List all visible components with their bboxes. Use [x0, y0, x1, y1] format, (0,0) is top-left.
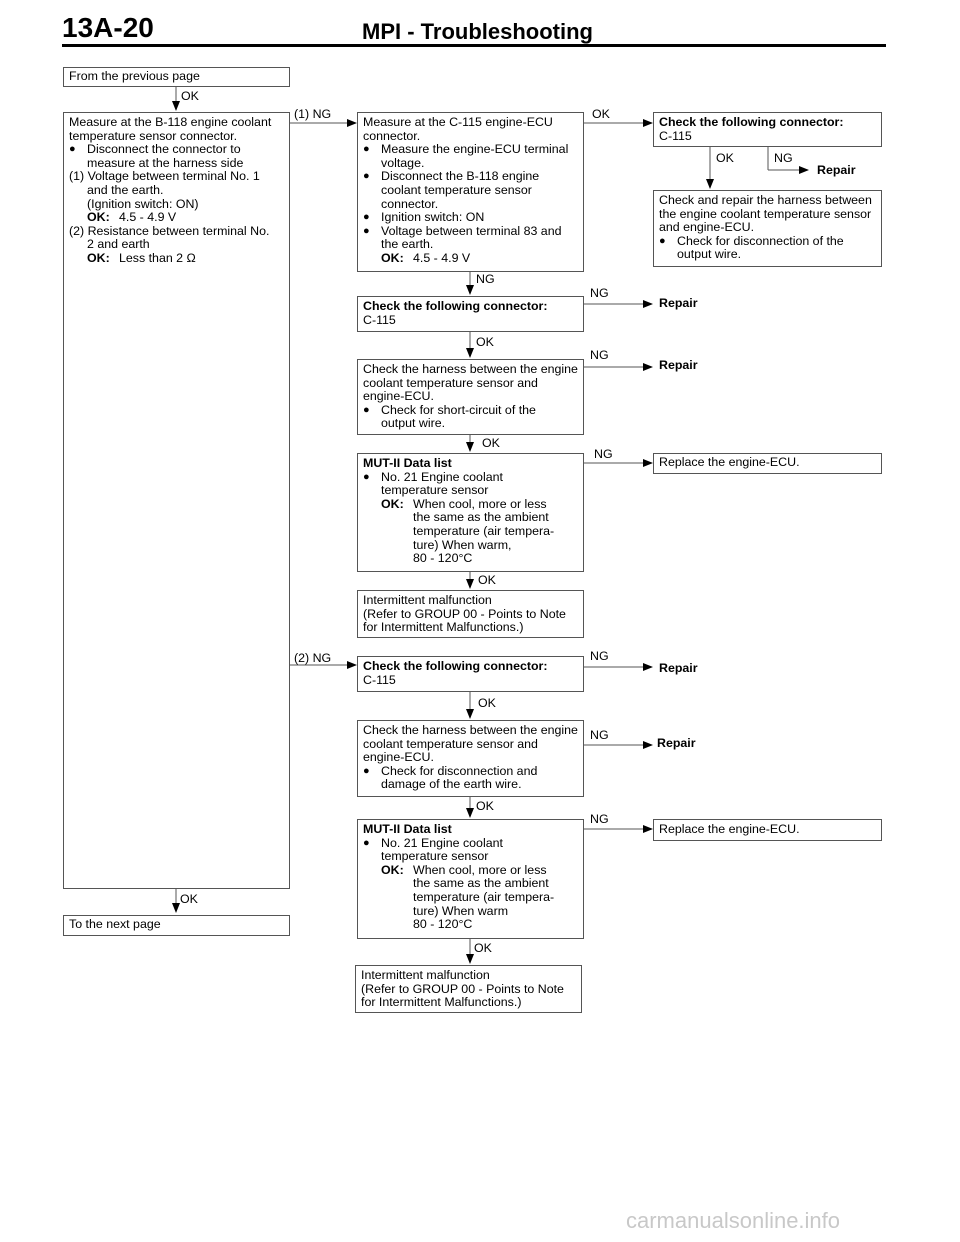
- step-text: (Refer to GROUP 00 - Points to Note: [361, 981, 564, 996]
- label-ok-from-prev: OK: [181, 89, 199, 103]
- bullet-item: [363, 765, 578, 779]
- label-ng-5: NG: [590, 728, 609, 742]
- step-text: (Refer to GROUP 00 - Points to Note: [363, 606, 566, 621]
- ok-value: the same as the ambient: [413, 876, 549, 891]
- ok-spec: [69, 252, 284, 266]
- label-ng-1: NG: [590, 286, 609, 300]
- intermittent-malfunction-2-box: [355, 965, 582, 1013]
- label-repair-2: Repair: [659, 358, 698, 372]
- ok-key: OK:: [87, 210, 110, 225]
- step-text: and engine-ECU.: [659, 220, 755, 235]
- ok-value: 4.5 - 4.9 V: [119, 210, 177, 225]
- measure-c115-box: [357, 112, 584, 272]
- bullet-item: [363, 404, 578, 418]
- ok-spec: [363, 498, 578, 512]
- step-text: and the earth.: [87, 182, 164, 197]
- label-1-ng: (1) NG: [294, 107, 332, 121]
- bullet-item: [363, 471, 578, 485]
- mut-data-list-2-box: [357, 819, 584, 939]
- ok-value: When cool, more or less: [413, 862, 547, 877]
- bullet-text-cont: connector.: [381, 196, 439, 211]
- page-code: 13A-20: [62, 12, 154, 43]
- bullet-text-cont: temperature sensor: [381, 483, 489, 498]
- step-text: Check the harness between the engine: [363, 362, 578, 376]
- mut-data-list-1-box: [357, 453, 584, 572]
- bullet-text: Disconnect the connector to: [87, 142, 241, 157]
- label-ok-4: OK: [478, 696, 496, 710]
- bullet-item: [69, 143, 284, 157]
- bullet-icon: ●: [363, 143, 370, 156]
- step-text: coolant temperature sensor and: [363, 736, 538, 751]
- label-repair-1: Repair: [659, 296, 698, 310]
- step-text: Measure at the B-118 engine coolant: [69, 115, 272, 129]
- bullet-text-cont: damage of the earth wire.: [381, 777, 522, 792]
- step-text: engine-ECU.: [363, 750, 434, 765]
- bullet-icon: ●: [363, 211, 370, 224]
- label-repair-top: Repair: [817, 163, 856, 177]
- step-text: (1) Voltage between terminal No. 1: [69, 169, 260, 184]
- step-title: Check the following connector:: [363, 299, 548, 313]
- ok-value: the same as the ambient: [413, 510, 549, 525]
- bullet-text: Check for disconnection of the: [677, 233, 844, 248]
- bullet-text-cont: output wire.: [381, 416, 446, 431]
- bullet-icon: ●: [659, 234, 666, 247]
- label-ok-2: OK: [482, 436, 500, 450]
- check-harness-1-box: [357, 359, 584, 435]
- label-ok-1: OK: [476, 335, 494, 349]
- step-text: (Ignition switch: ON): [87, 196, 199, 211]
- bullet-text: Ignition switch: ON: [381, 210, 485, 225]
- bullet-text-cont: measure at the harness side: [87, 155, 244, 170]
- ok-value: ture) When warm,: [413, 537, 512, 552]
- bullet-text: Disconnect the B-118 engine: [381, 169, 540, 184]
- step-text: Measure at the C-115 engine-ECU: [363, 115, 553, 129]
- bullet-text-cont: output wire.: [677, 247, 742, 262]
- step-text: Check and repair the harness between: [659, 193, 872, 207]
- step-text: 2 and earth: [87, 237, 150, 252]
- bullet-item: [363, 211, 578, 225]
- connector-id: C-115: [659, 128, 692, 143]
- check-connector-2-box: [357, 656, 584, 692]
- ok-key: OK:: [381, 250, 404, 265]
- bullet-text: Check for disconnection and: [381, 763, 538, 778]
- replace-ecu-text: Replace the engine-ECU.: [659, 822, 800, 836]
- bullet-icon: ●: [363, 403, 370, 416]
- ok-value: ture) When warm: [413, 903, 509, 918]
- bullet-icon: ●: [363, 836, 370, 849]
- replace-ecu-1-box: [653, 453, 882, 474]
- ok-value: Less than 2 Ω: [119, 250, 196, 265]
- step-title: Check the following connector:: [363, 659, 548, 673]
- step-text: Intermittent malfunction: [361, 968, 490, 982]
- bullet-icon: ●: [363, 470, 370, 483]
- to-next-page-text: To the next page: [69, 917, 161, 931]
- step-text: connector.: [363, 128, 421, 143]
- step-title: MUT-II Data list: [363, 456, 452, 470]
- ok-value: 4.5 - 4.9 V: [413, 250, 471, 265]
- check-connector-1-box: [357, 296, 584, 332]
- step-title: Check the following connector:: [659, 115, 844, 129]
- label-ok-c115: OK: [592, 107, 610, 121]
- check-repair-harness-box: [653, 190, 882, 267]
- to-next-page-box: [63, 915, 290, 936]
- bullet-item: [363, 225, 578, 239]
- step-text: coolant temperature sensor and: [363, 375, 538, 390]
- step-text: for Intermittent Malfunctions.): [363, 620, 524, 635]
- label-ok-5: OK: [476, 799, 494, 813]
- bullet-text-cont: voltage.: [381, 155, 425, 170]
- watermark: carmanualsonline.info: [626, 1208, 841, 1233]
- replace-ecu-text: Replace the engine-ECU.: [659, 455, 800, 469]
- ok-spec: [69, 211, 284, 225]
- ok-value: 80 - 120°C: [413, 551, 473, 566]
- label-ng-2: NG: [590, 348, 609, 362]
- bullet-item: [363, 143, 578, 157]
- ok-spec: [363, 252, 578, 266]
- step-text: Intermittent malfunction: [363, 593, 492, 607]
- bullet-icon: ●: [363, 170, 370, 183]
- label-ng-4: NG: [590, 649, 609, 663]
- bullet-text-cont: coolant temperature sensor: [381, 182, 532, 197]
- label-2-ng: (2) NG: [294, 651, 332, 665]
- page-title: MPI - Troubleshooting: [362, 19, 593, 44]
- from-previous-page-box: [63, 67, 290, 87]
- step-text: temperature sensor connector.: [69, 128, 238, 143]
- label-ok-6: OK: [474, 941, 492, 955]
- bullet-text: Measure the engine-ECU terminal: [381, 142, 569, 157]
- label-ok-top: OK: [716, 151, 734, 165]
- check-connector-top-box: [653, 112, 882, 147]
- bullet-text-cont: temperature sensor: [381, 849, 489, 864]
- from-previous-page-text: From the previous page: [69, 69, 200, 83]
- label-ng-3: NG: [594, 447, 613, 461]
- label-ok-3: OK: [478, 573, 496, 587]
- bullet-icon: ●: [363, 224, 370, 237]
- connector-id: C-115: [363, 312, 396, 327]
- step-text: for Intermittent Malfunctions.): [361, 995, 522, 1010]
- bullet-item: [363, 837, 578, 851]
- ok-spec: [363, 864, 578, 878]
- replace-ecu-2-box: [653, 819, 882, 841]
- label-ng-top: NG: [774, 151, 793, 165]
- bullet-item: [659, 235, 876, 249]
- step-text: engine-ECU.: [363, 389, 434, 404]
- connector-id: C-115: [363, 672, 396, 687]
- ok-key: OK:: [381, 862, 404, 877]
- bullet-text-cont: the earth.: [381, 237, 434, 252]
- label-repair-3: Repair: [659, 661, 698, 675]
- bullet-icon: ●: [363, 764, 370, 777]
- step-title: MUT-II Data list: [363, 822, 452, 836]
- bullet-text: No. 21 Engine coolant: [381, 469, 503, 484]
- ok-key: OK:: [87, 250, 110, 265]
- bullet-icon: ●: [69, 143, 76, 156]
- label-ok-next: OK: [180, 892, 198, 906]
- label-repair-4: Repair: [657, 736, 696, 750]
- step-text: Check the harness between the engine: [363, 723, 578, 737]
- bullet-item: [363, 170, 578, 184]
- label-ng-c115: NG: [476, 272, 495, 286]
- ok-value: When cool, more or less: [413, 496, 547, 511]
- step-text: (2) Resistance between terminal No.: [69, 223, 270, 238]
- step-text: the engine coolant temperature sensor: [659, 206, 872, 221]
- bullet-text: Check for short-circuit of the: [381, 402, 536, 417]
- ok-value: 80 - 120°C: [413, 917, 473, 932]
- intermittent-malfunction-1-box: [357, 590, 584, 638]
- bullet-text: No. 21 Engine coolant: [381, 835, 503, 850]
- label-ng-6: NG: [590, 812, 609, 826]
- check-harness-2-box: [357, 720, 584, 797]
- bullet-text: Voltage between terminal 83 and: [381, 223, 562, 238]
- measure-b118-box: [63, 112, 290, 889]
- ok-value: temperature (air tempera-: [413, 523, 555, 538]
- ok-key: OK:: [381, 496, 404, 511]
- ok-value: temperature (air tempera-: [413, 889, 555, 904]
